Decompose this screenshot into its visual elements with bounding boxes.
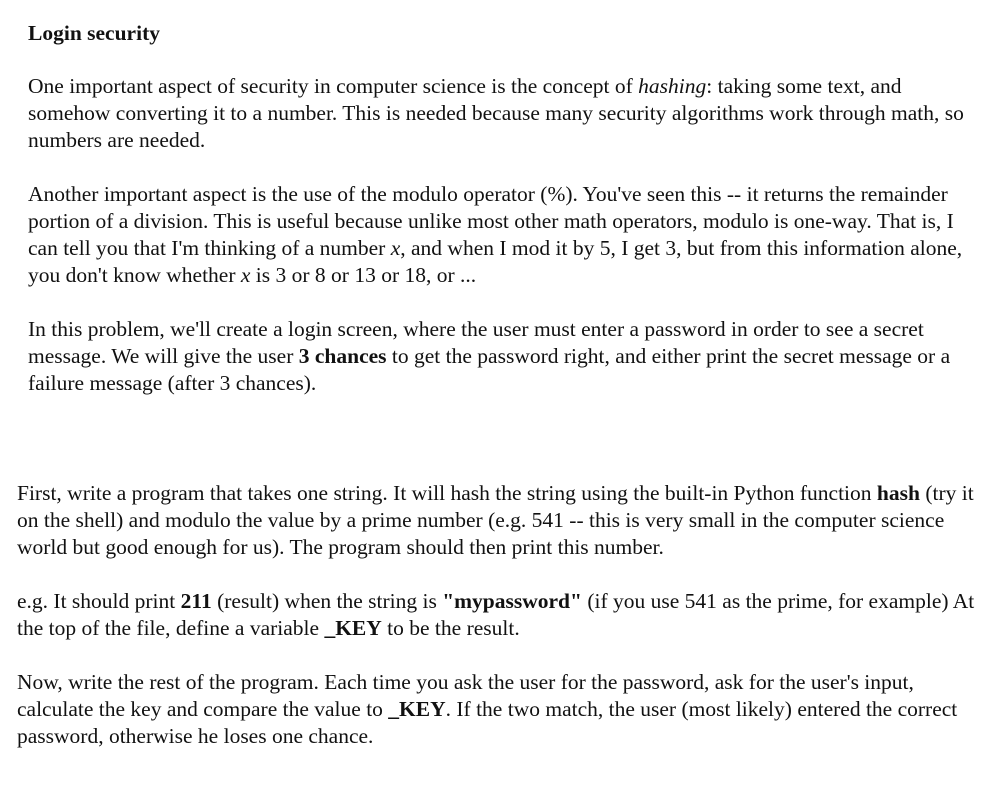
bold-mypassword: "mypassword" — [442, 589, 582, 613]
text-run: (result) when the string is — [211, 589, 443, 613]
text-run: Another important aspect is the use of the modulo operator (%). You've seen this -- it returns the remainder portion of a division. This is useful because unlike most other math operators, modulo is one-way. That is, I can tell you that I'm thinking of a number — [28, 182, 954, 260]
variable-x: x — [390, 236, 401, 260]
variable-x: x — [240, 263, 251, 287]
intro-section — [28, 20, 978, 397]
paragraph-example — [17, 588, 977, 642]
paragraph-modulo — [28, 181, 978, 289]
text-run: : taking some text, and somehow converting it to a number. This is needed because many security algorithms work through math, so numbers are needed. — [28, 74, 964, 152]
bold-hash: hash — [876, 481, 920, 505]
instructions-section — [17, 480, 977, 750]
bold-chances: 3 chances — [298, 344, 387, 368]
paragraph-rest-program — [17, 669, 977, 750]
text-run: is 3 or 8 or 13 or 18, or ... — [250, 263, 477, 287]
text-run: , and when I mod it by 5, I get 3, but from this information alone, you don't know whether — [28, 236, 963, 287]
text-run: One important aspect of security in computer science is the concept of — [28, 74, 639, 98]
paragraph-hashing — [28, 73, 978, 154]
page-title: Login security — [28, 21, 160, 45]
paragraph-problem — [28, 316, 978, 397]
text-run: First, write a program that takes one string. It will hash the string using the built-in Python function — [17, 481, 877, 505]
bold-key: _KEY — [324, 616, 382, 640]
text-run: In this problem, we'll create a login screen, where the user must enter a password in order to see a secret message. We will give the user — [28, 317, 924, 368]
text-run: e.g. It should print — [17, 589, 181, 613]
text-run: to be the result. — [381, 616, 520, 640]
paragraph-hash-program — [17, 480, 977, 561]
text-run: (if you use 541 as the prime, for example) At the top of the file, define a variable — [17, 589, 975, 640]
text-run: (try it on the shell) and modulo the value by a prime number (e.g. 541 -- this is very small in the computer science world but good enough for us). The program should then print this number. — [17, 481, 974, 559]
text-run: Now, write the rest of the program. Each time you ask the user for the password, ask for the user's input, calculate the key and compare the value to — [17, 670, 914, 721]
bold-key: _KEY — [388, 697, 446, 721]
emphasis-hashing: hashing — [638, 74, 707, 98]
text-run: to get the password right, and either print the secret message or a failure message (after 3 chances). — [28, 344, 951, 395]
text-run: . If the two match, the user (most likely) entered the correct password, otherwise he loses one chance. — [17, 697, 958, 748]
bold-result: 211 — [180, 589, 212, 613]
